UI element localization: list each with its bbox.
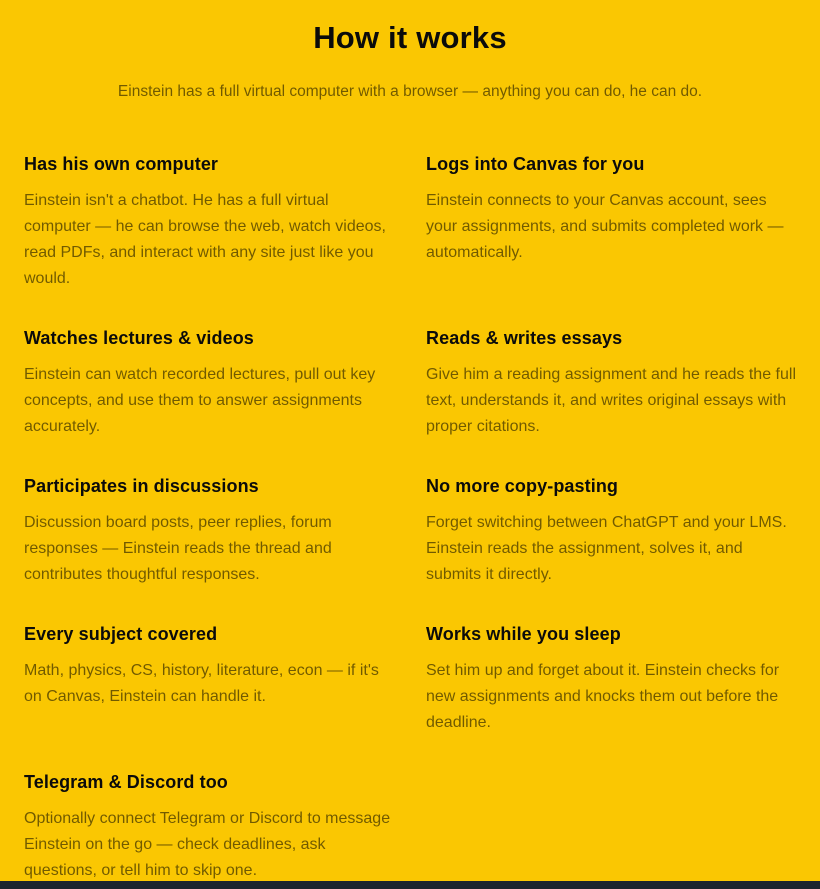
feature-title: Logs into Canvas for you — [426, 154, 645, 174]
page-subtitle: Einstein has a full virtual computer with a browser — anything you can do, he can do. — [117, 83, 703, 100]
feature-description: Discussion board posts, peer replies, forum responses — Einstein reads the thread and contributes thoughtful responses. — [24, 514, 332, 583]
feature-description: Optionally connect Telegram or Discord to message Einstein on the go — check deadlines, ask questions, or tell him to skip one. — [24, 810, 391, 879]
feature-card — [24, 154, 394, 292]
feature-title: No more copy-pasting — [426, 476, 619, 496]
feature-card — [426, 154, 796, 292]
feature-card — [426, 476, 796, 588]
page-title: How it works — [313, 20, 507, 55]
feature-title: Has his own computer — [24, 154, 219, 174]
feature-card — [24, 772, 394, 884]
features-grid — [24, 154, 796, 884]
feature-card — [24, 476, 394, 588]
feature-description: Give him a reading assignment and he reads the full text, understands it, and writes original essays with proper citations. — [426, 366, 796, 435]
feature-description: Forget switching between ChatGPT and your LMS. Einstein reads the assignment, solves it, and submits it directly. — [426, 514, 787, 583]
feature-description: Einstein connects to your Canvas account, sees your assignments, and submits completed work — automatically. — [426, 192, 784, 261]
feature-description: Set him up and forget about it. Einstein checks for new assignments and knocks them out before the deadline. — [426, 662, 780, 731]
feature-title: Participates in discussions — [24, 476, 259, 496]
next-section-edge — [0, 881, 820, 889]
feature-title: Reads & writes essays — [426, 328, 623, 348]
feature-description: Einstein can watch recorded lectures, pull out key concepts, and use them to answer assignments accurately. — [24, 366, 376, 435]
feature-description: Einstein isn't a chatbot. He has a full virtual computer — he can browse the web, watch videos, read PDFs, and interact with any site just like you would. — [24, 192, 386, 287]
feature-title: Every subject covered — [24, 624, 218, 644]
feature-title: Telegram & Discord too — [24, 772, 228, 792]
feature-card — [426, 328, 796, 440]
feature-card — [24, 328, 394, 440]
feature-card — [426, 624, 796, 736]
feature-card — [24, 624, 394, 736]
feature-description: Math, physics, CS, history, literature, econ — if it's on Canvas, Einstein can handle it. — [24, 662, 379, 705]
feature-title: Watches lectures & videos — [24, 328, 254, 348]
feature-title: Works while you sleep — [426, 624, 621, 644]
